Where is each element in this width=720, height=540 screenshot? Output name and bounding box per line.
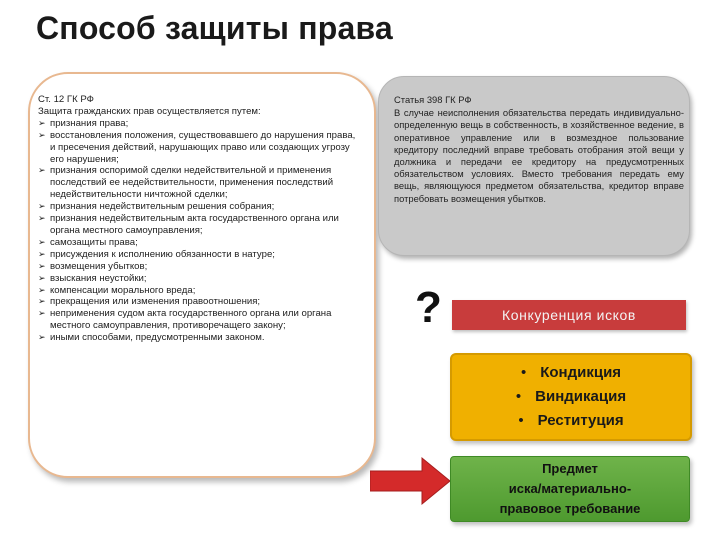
arrow-bullet-icon: ➢ bbox=[38, 284, 46, 295]
arrow-bullet-icon: ➢ bbox=[38, 129, 46, 140]
protection-method-item: ➢ иными способами, предусмотренными законом. bbox=[38, 332, 265, 344]
right-arrow-icon bbox=[370, 454, 452, 508]
article-398-content bbox=[394, 94, 684, 205]
protection-methods-list bbox=[38, 118, 358, 344]
arrow-bullet-icon: ➢ bbox=[38, 260, 46, 271]
arrow-bullet-icon: ➢ bbox=[38, 201, 46, 212]
protection-method-item: ➢ неприменения судом акта государственного органа или органа местного самоуправления, противоречащего закону; bbox=[38, 308, 332, 332]
claim-item: • Виндикация bbox=[515, 388, 627, 405]
claim-item: • Реституция bbox=[518, 412, 624, 429]
article-398-label: Статья 398 ГК РФ bbox=[394, 94, 472, 105]
arrow-bullet-icon: ➢ bbox=[38, 213, 46, 224]
protection-method-item: ➢ признания недействительным акта государственного органа или органа местного самоуправления; bbox=[38, 213, 339, 236]
claims-box bbox=[450, 353, 692, 441]
question-mark: ? bbox=[415, 283, 442, 332]
arrow-bullet-icon: ➢ bbox=[38, 296, 46, 307]
subject-line: правовое требование bbox=[499, 501, 641, 516]
arrow-bullet-icon: ➢ bbox=[38, 272, 46, 283]
protection-method-item: ➢ признания недействительным решения собрания; bbox=[38, 201, 275, 213]
claim-subject-box bbox=[450, 456, 690, 522]
arrow-bullet-icon: ➢ bbox=[38, 117, 46, 128]
arrow-bullet-icon: ➢ bbox=[38, 332, 46, 343]
arrow-bullet-icon: ➢ bbox=[38, 308, 46, 319]
arrow-bullet-icon: ➢ bbox=[38, 236, 46, 247]
article-12-label: Ст. 12 ГК РФ bbox=[38, 94, 94, 105]
competition-of-claims-label: Конкуренция исков bbox=[452, 300, 686, 330]
page-title: Способ защиты права bbox=[36, 10, 393, 46]
protection-method-item: ➢ прекращения или изменения правоотношения; bbox=[38, 296, 261, 308]
subject-line: иска/материально- bbox=[508, 481, 632, 496]
protection-method-item: ➢ компенсации морального вреда; bbox=[38, 284, 196, 296]
arrow-bullet-icon: ➢ bbox=[38, 165, 46, 176]
article-398-text: В случае неисполнения обязательства передать индивидуально-определенную вещь в собственность, в хозяйственное ведение, в оперативное управление или в возмездное пользование кредитору последний вправе требовать отобрания этой вещи у должника и передачи ее кредитору на предусмотренных обязательством условиях. Вместо требования передать ему вещь, являющуюся предметом обязательства, кредитор вправе потребовать возмещения убытков. bbox=[394, 107, 684, 204]
protection-method-item: ➢ восстановления положения, существовавшего до нарушения права, и пресечения действий, нарушающих право или создающих угрозу его нарушения; bbox=[38, 129, 356, 165]
subject-line: Предмет bbox=[542, 461, 598, 476]
protection-methods-content bbox=[38, 94, 358, 344]
protection-method-item: ➢ самозащиты права; bbox=[38, 236, 138, 248]
protection-method-item: ➢ взыскания неустойки; bbox=[38, 272, 147, 284]
protection-method-item: ➢ признания оспоримой сделки недействительной и применения последствий ее недействительности, применения последствий недействительности ничтожной сделки; bbox=[38, 165, 334, 201]
protection-method-item: ➢ присуждения к исполнению обязанности в натуре; bbox=[38, 248, 275, 260]
protection-method-item: ➢ признания права; bbox=[38, 117, 129, 129]
arrow-bullet-icon: ➢ bbox=[38, 248, 46, 259]
protection-method-item: ➢ возмещения убытков; bbox=[38, 260, 148, 272]
claim-item: • Кондикция bbox=[520, 364, 622, 381]
article-12-intro: Защита гражданских прав осуществляется путем: bbox=[38, 105, 261, 117]
